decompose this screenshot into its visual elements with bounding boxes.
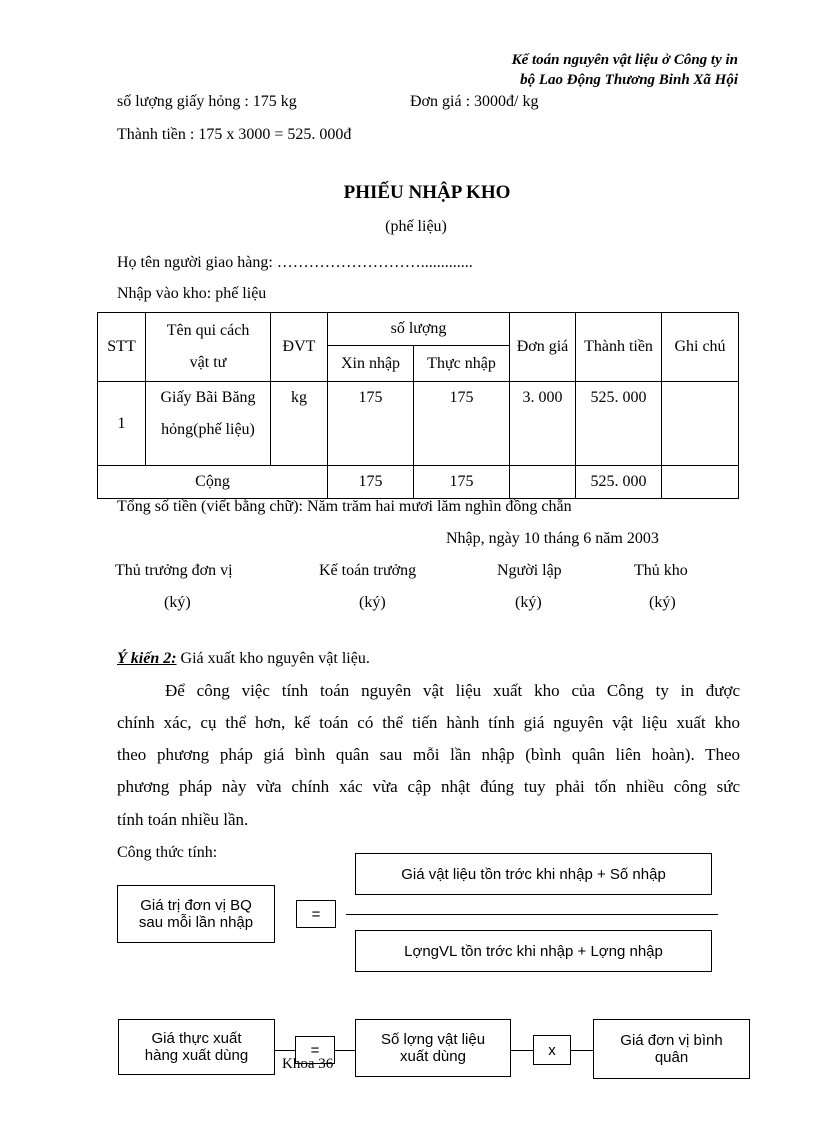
formula2-left-line-1: Giá thực xuất	[151, 1030, 242, 1047]
row-price: 3. 000	[510, 382, 576, 466]
warehouse-name: Nhập vào kho: phế liệu	[117, 285, 267, 302]
running-header	[512, 50, 738, 90]
header-line-2: bộ Lao Động Thương Binh Xã Hội	[520, 72, 738, 88]
formula-label: Công thức tính:	[117, 844, 218, 861]
formula2-times-box: x	[533, 1035, 571, 1065]
signature-role-storekeeper: Thủ kho	[634, 562, 688, 579]
opinion-heading	[117, 650, 370, 668]
header-quantity: số lượng	[328, 313, 510, 346]
signature-mark-storekeeper: (ký)	[649, 594, 676, 611]
signature-role-director: Thủ trưởng đơn vị	[115, 562, 233, 579]
paragraph-line-3: theo phương pháp giá bình quân sau mỗi lần nhập (bình quân liên hoàn). Theo	[117, 745, 740, 764]
footer-text: Khoa 36	[282, 1056, 334, 1072]
receipt-subtitle: (phế liệu)	[385, 218, 447, 235]
row-unit: kg	[271, 382, 328, 466]
formula2-left-box	[118, 1019, 275, 1075]
formula1-denominator-box: LợngVL tồn trớc khi nhập + Lợng nhập	[355, 930, 712, 972]
row-name-line-1: Giấy Bãi Băng	[160, 389, 256, 406]
total-actual: 175	[414, 466, 510, 499]
table-header-row	[98, 313, 739, 346]
formula1-numerator-box: Giá vật liệu tồn trớc khi nhập + Số nhập	[355, 853, 712, 895]
paragraph-line-2: chính xác, cụ thể hơn, kế toán có thể tiến hành tính giá nguyên vật liệu xuất kho	[117, 713, 740, 732]
paragraph-line-5: tính toán nhiều lần.	[117, 810, 249, 829]
row-note	[662, 382, 739, 466]
header-actual: Thực nhập	[414, 346, 510, 382]
header-spec-line-1: Tên qui cách	[166, 322, 250, 339]
formula1-left-line-1: Giá trị đơn vị BQ	[140, 897, 252, 914]
formula1-left-line-2: sau mỗi lần nhập	[138, 914, 254, 931]
table-total-row	[98, 466, 739, 499]
formula2-connector-3	[511, 1050, 533, 1051]
signature-mark-director: (ký)	[164, 594, 191, 611]
formula2-connector-4	[571, 1050, 593, 1051]
formula2-right-box	[593, 1019, 750, 1079]
unit-price: Đơn giá : 3000đ/ kg	[410, 93, 539, 110]
formula1-fraction-bar	[346, 914, 718, 915]
header-note: Ghi chú	[662, 313, 739, 382]
total-label: Cộng	[98, 466, 328, 499]
row-amount: 525. 000	[576, 382, 662, 466]
header-stt: STT	[98, 313, 146, 382]
opinion-label: Ý kiến 2:	[117, 650, 177, 667]
amount-in-words: Tổng số tiền (viết bằng chữ): Năm trăm hai mươi lăm nghìn đồng chẵn	[117, 498, 572, 515]
total-price	[510, 466, 576, 499]
header-spec-line-2: vật tư	[189, 354, 227, 371]
row-name	[146, 382, 271, 466]
receipt-table	[97, 312, 739, 499]
formula2-left-line-2: hàng xuất dùng	[144, 1047, 249, 1064]
header-spec	[146, 313, 271, 382]
formula2-middle-line-1: Số lợng vật liệu	[380, 1031, 486, 1048]
row-requested: 175	[328, 382, 414, 466]
formula1-equals-box: =	[296, 900, 336, 928]
header-unit: ĐVT	[271, 313, 328, 382]
signature-mark-preparer: (ký)	[515, 594, 542, 611]
total-amount: Thành tiền : 175 x 3000 = 525. 000đ	[117, 126, 352, 143]
signature-mark-chief-accountant: (ký)	[359, 594, 386, 611]
formula2-middle-line-2: xuất dùng	[400, 1048, 466, 1065]
paragraph-line-4: phương pháp này vừa chính xác vừa cập nhật đúng tuy phải tốn nhiều công sức	[117, 777, 740, 796]
header-amount: Thành tiền	[576, 313, 662, 382]
formula2-connector-2	[335, 1050, 355, 1051]
paragraph-line-1: Để công việc tính toán nguyên vật liệu xuất kho của Công ty in được	[165, 681, 740, 700]
waste-quantity: số lượng giấy hỏng : 175 kg	[117, 93, 297, 110]
row-stt: 1	[98, 382, 146, 466]
row-name-line-2: hỏng(phế liệu)	[161, 421, 255, 438]
total-requested: 175	[328, 466, 414, 499]
formula1-left-box	[117, 885, 275, 943]
formula2-right-line-1: Giá đơn vị bình	[620, 1032, 723, 1049]
opinion-title: Giá xuất kho nguyên vật liệu.	[176, 650, 370, 667]
header-requested: Xin nhập	[328, 346, 414, 382]
signature-role-preparer: Người lập	[497, 562, 562, 579]
signature-role-chief-accountant: Kế toán trưởng	[319, 562, 417, 579]
formula2-equals-box: =	[295, 1036, 335, 1064]
receipt-date: Nhập, ngày 10 tháng 6 năm 2003	[446, 530, 659, 547]
receipt-title: PHIẾU NHẬP KHO	[343, 182, 511, 203]
formula2-middle-box	[355, 1019, 511, 1077]
total-amount-cell: 525. 000	[576, 466, 662, 499]
formula2-right-line-2: quân	[654, 1049, 689, 1066]
table-row	[98, 382, 739, 466]
row-actual: 175	[414, 382, 510, 466]
header-line-1: Kế toán nguyên vật liệu ở Công ty in	[511, 52, 738, 68]
total-note	[662, 466, 739, 499]
header-price: Đơn giá	[510, 313, 576, 382]
deliverer-name: Họ tên người giao hàng: ……………………….............	[117, 254, 473, 271]
